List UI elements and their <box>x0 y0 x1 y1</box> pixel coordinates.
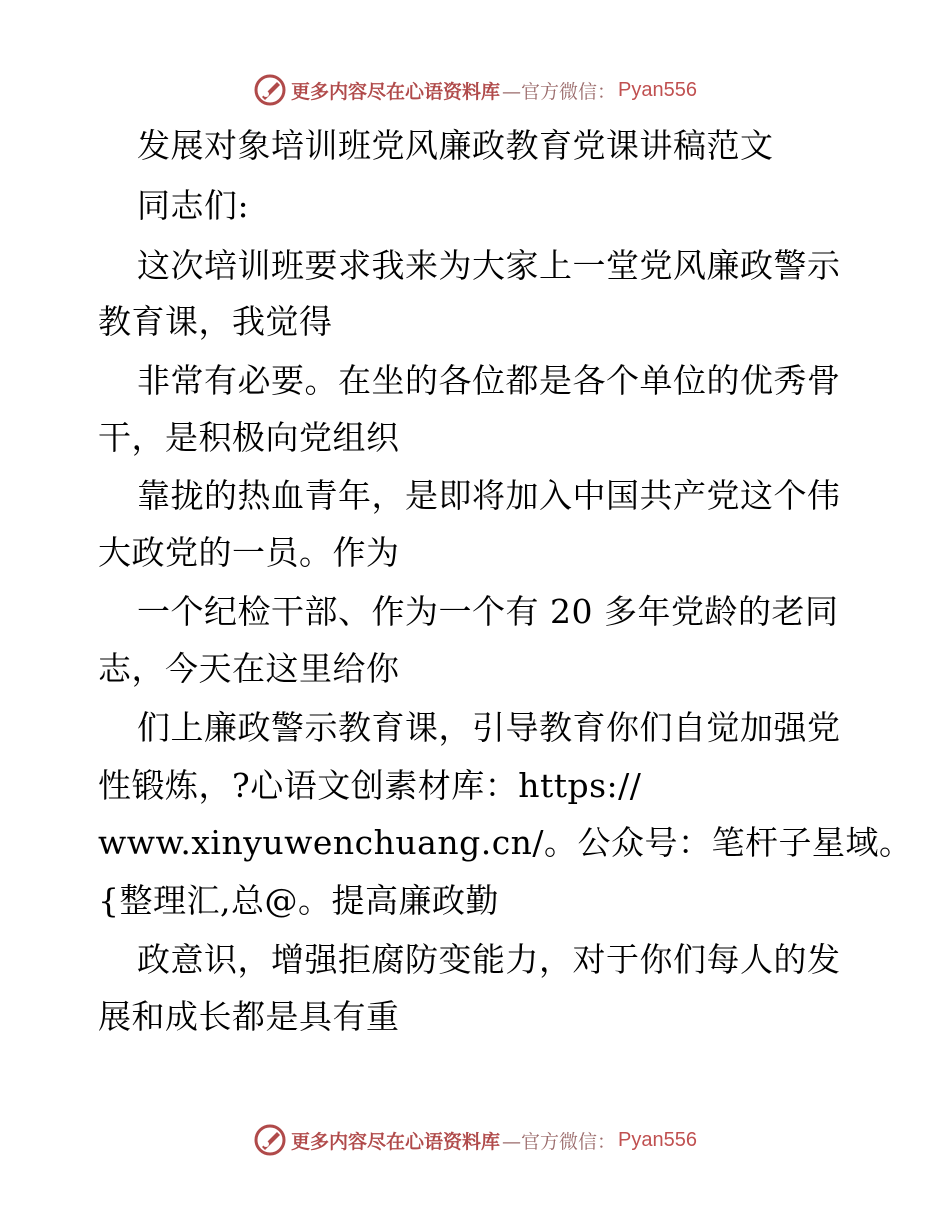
header-banner-dash: —官方微信： <box>502 80 617 103</box>
footer-banner-dash: —官方微信： <box>502 1130 617 1153</box>
paragraph-line: {整理汇,总@。提高廉政勤 <box>98 881 499 920</box>
paragraph-line: 们上廉政警示教育课，引导教育你们自觉加强党 <box>137 708 841 747</box>
paragraph-line: 一个纪检干部、作为一个有 20 多年党龄的老同 <box>137 592 839 631</box>
paragraph-line: 大政党的一员。作为 <box>98 533 400 572</box>
footer-banner <box>0 1120 950 1160</box>
paragraph-line: 教育课，我觉得 <box>98 302 333 341</box>
salutation: 同志们: <box>137 186 250 225</box>
paragraph-line: 展和成长都是具有重 <box>98 997 400 1036</box>
footer-banner-account: Pyan556 <box>618 1128 697 1151</box>
brand-logo-icon <box>253 1123 287 1157</box>
paragraph-line: 性锻炼，?心语文创素材库：https:// <box>98 766 642 805</box>
document-title: 发展对象培训班党风廉政教育党课讲稿范文 <box>137 126 774 165</box>
paragraph-line: 干，是积极向党组织 <box>98 418 400 457</box>
header-banner-text: 更多内容尽在心语资料库 <box>291 80 501 103</box>
header-banner-account: Pyan556 <box>618 78 697 101</box>
paragraph-line: 非常有必要。在坐的各位都是各个单位的优秀骨 <box>137 361 841 400</box>
paragraph-line: www.xinyuwenchuang.cn/。公众号：笔杆子星域。 <box>98 823 913 862</box>
paragraph-line: 志，今天在这里给你 <box>98 649 400 688</box>
paragraph-line: 靠拢的热血青年，是即将加入中国共产党这个伟 <box>137 476 841 515</box>
footer-banner-text: 更多内容尽在心语资料库 <box>291 1130 501 1153</box>
paragraph-line: 这次培训班要求我来为大家上一堂党风廉政警示 <box>137 246 841 285</box>
paragraph-line: 政意识，增强拒腐防变能力，对于你们每人的发 <box>137 940 841 979</box>
